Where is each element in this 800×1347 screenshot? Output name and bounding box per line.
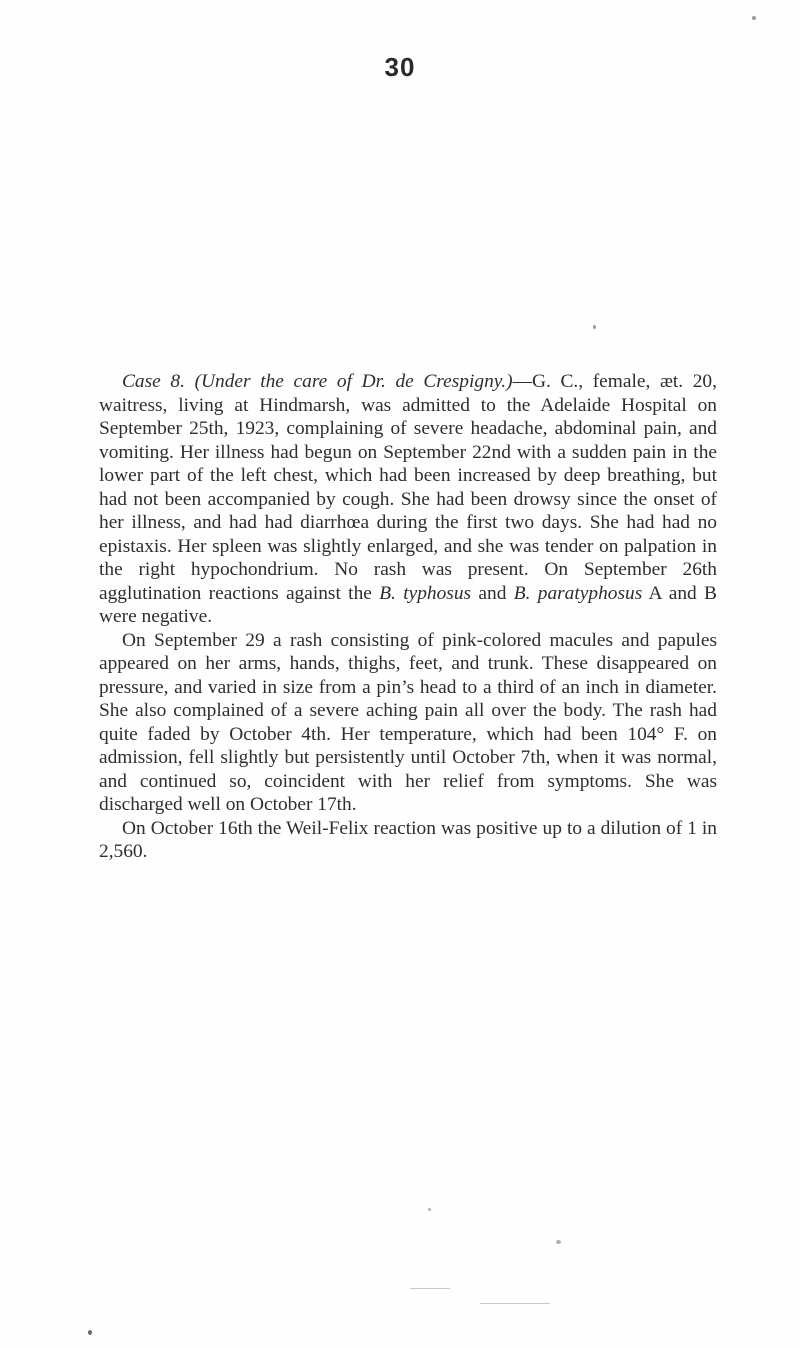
paragraph-admission-text: —G. C., female, æt. 20, waitress, living at Hindmarsh, was admitted to the Adelaide Hospital on September 25th, 1923, complaining of severe headache, abdominal pain, and vomiting. Her illness had begun on September 22nd with a sudden pain in the lower part of the left chest, which had been increased by deep breathing, but had not been accompanied by cough. She had been drowsy since the onset of her illness, and had had diarrhœa during the first two days. She had had no epistaxis. Her spleen was slightly enlarged, and she was tender on palpation in the right hypochondrium. No rash was present. On September 26th agglutination reactions against the [99,371,717,604]
scan-speck [556,1240,561,1244]
care-note: (Under the care of Dr. de Crespigny.) [194,371,513,392]
organism-paratyphosus: B. paratyphosus [513,582,643,604]
scan-speck [593,325,596,329]
page-number: 30 [384,52,416,82]
scan-speck [752,16,756,20]
paragraph-weil-felix: On October 16th the Weil-Felix reaction was positive up to a dilution of 1 in 2,560. [99,817,717,862]
scan-scuff [480,1303,550,1304]
case-report [99,370,717,864]
paragraph-admission-end: A and B were negative. [99,582,717,627]
organism-typhosus: B. typhosus [379,582,472,604]
scan-speck [428,1208,431,1211]
and-word: and [471,582,514,604]
case-label: Case 8. [122,371,185,392]
scan-scuff [410,1288,450,1289]
paragraph-admission [99,370,717,629]
scan-speck [88,1330,92,1335]
paragraph-rash: On September 29 a rash consisting of pink-colored macules and papules appeared on her arms, hands, thighs, feet, and trunk. These disappeared on pressure, and varied in size from a pin’s head to a third of an inch in diameter. She also complained of a severe aching pain all over the body. The rash had quite faded by October 4th. Her temperature, which had been 104° F. on admission, fell slightly but persistently until October 7th, when it was normal, and continued so, coincident with her relief from symptoms. She was discharged well on October 17th. [99,629,717,815]
